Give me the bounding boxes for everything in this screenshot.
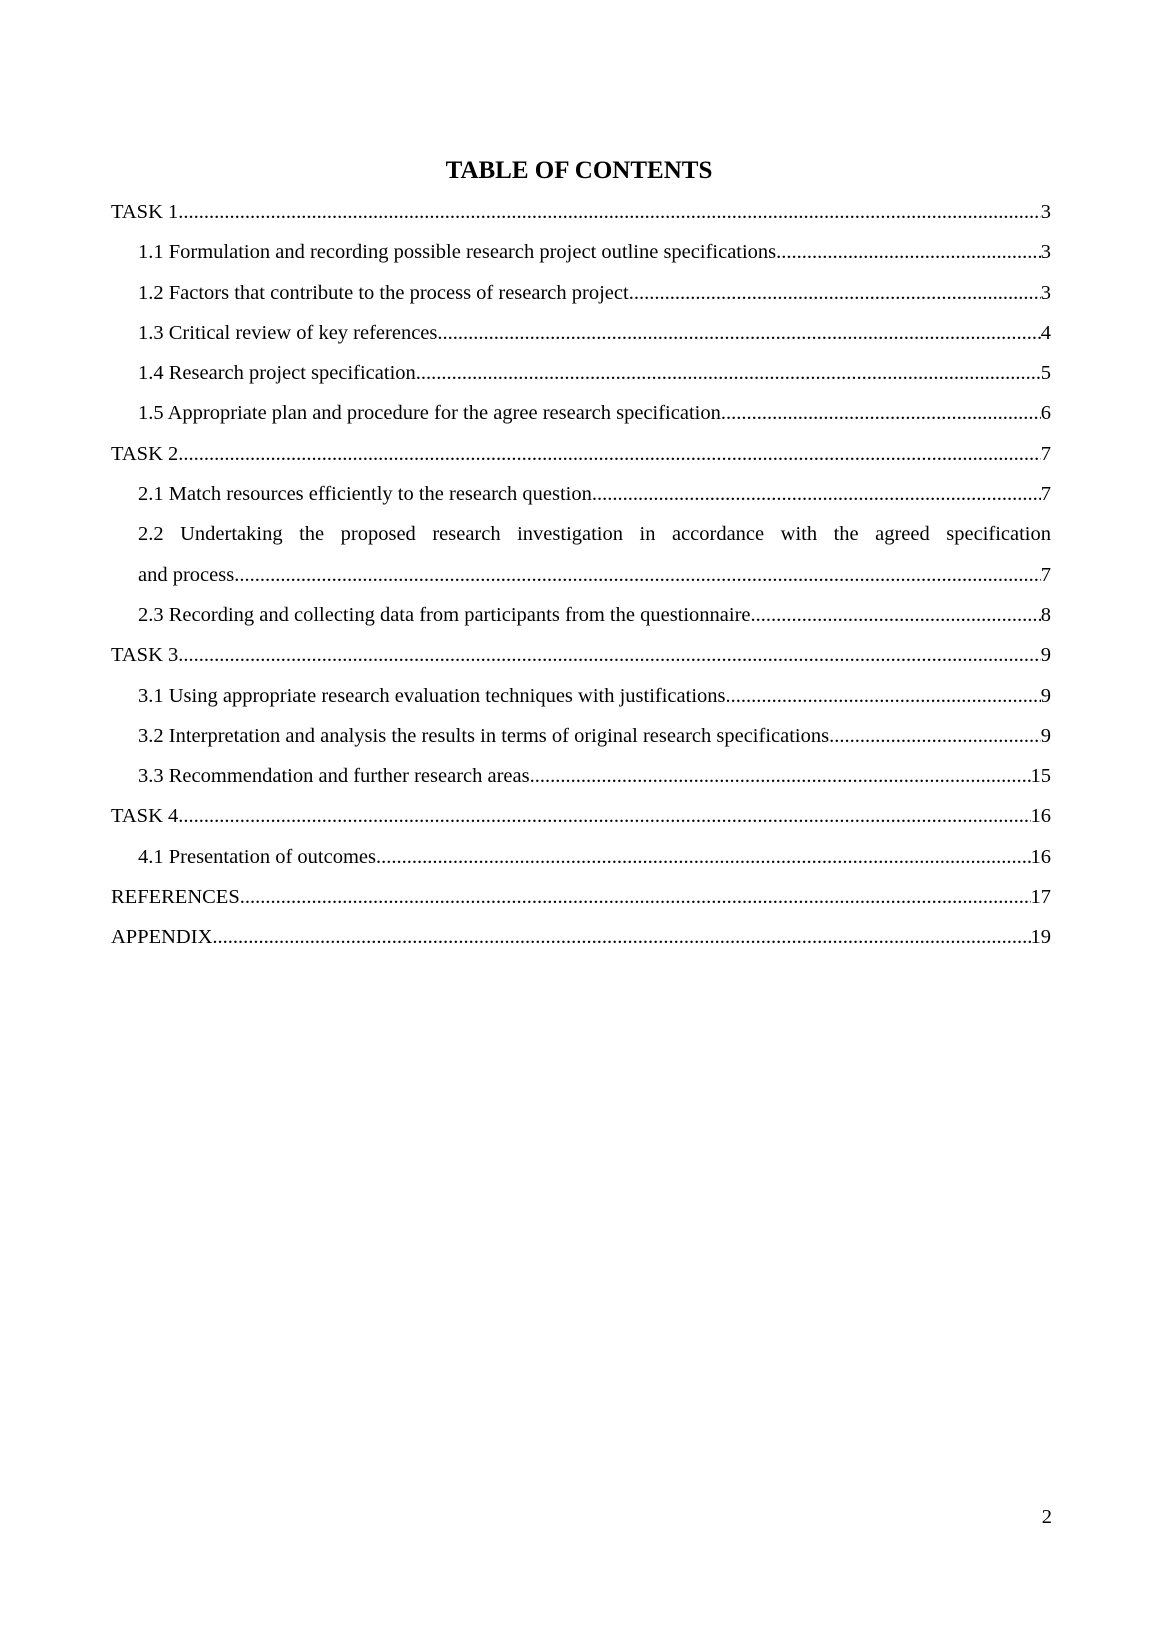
toc-entry-label: 1.4 Research project specification: [138, 362, 416, 385]
toc-entry-page: 9: [1040, 684, 1051, 707]
dot-leader: [829, 716, 1041, 756]
toc-entry-task-4[interactable]: [111, 796, 1051, 836]
dot-leader: [592, 474, 1041, 514]
toc-entry-label: TASK 3: [111, 644, 179, 667]
toc-entry-page: 7: [1040, 483, 1051, 506]
toc-entry-page: 3: [1040, 281, 1051, 304]
toc-entry-references[interactable]: [111, 877, 1051, 917]
dot-leader: [178, 796, 1030, 836]
toc-entry-appendix[interactable]: [111, 917, 1051, 957]
dot-leader: [178, 434, 1040, 474]
dot-leader: [726, 676, 1041, 716]
toc-entry-page: 4: [1040, 321, 1051, 344]
toc-entry-label: APPENDIX: [111, 926, 213, 949]
toc-entry-1-3[interactable]: [111, 313, 1051, 353]
toc-entry-page: 9: [1040, 724, 1051, 747]
dot-leader: [437, 313, 1040, 353]
toc-entry-label: 1.2 Factors that contribute to the process of research project: [138, 281, 629, 304]
toc-entry-2-3[interactable]: [111, 595, 1051, 635]
toc-entry-label: 3.3 Recommendation and further research areas: [138, 765, 530, 788]
toc-entry-label: 4.1 Presentation of outcomes: [138, 845, 376, 868]
dot-leader: [721, 393, 1041, 433]
toc-entry-label: 3.2 Interpretation and analysis the results in terms of original research specifications: [138, 724, 830, 747]
toc-entry-page: 16: [1030, 805, 1051, 828]
toc-entry-task-3[interactable]: [111, 635, 1051, 675]
toc-entry-page: 17: [1030, 886, 1051, 909]
toc-title: TABLE OF CONTENTS: [445, 157, 713, 184]
toc-entry-4-1[interactable]: [111, 837, 1051, 877]
toc-entry-1-5[interactable]: [111, 393, 1051, 433]
toc-entry-2-2[interactable]: [111, 514, 1051, 595]
toc-entry-page: 7: [1040, 563, 1051, 586]
toc-entry-page: 19: [1030, 926, 1051, 949]
toc-entry-label: 2.1 Match resources efficiently to the research question: [138, 483, 592, 506]
toc-entry-1-1[interactable]: [111, 232, 1051, 272]
dot-leader: [776, 232, 1041, 272]
dot-leader: [212, 917, 1030, 957]
dot-leader: [178, 635, 1040, 675]
toc-entry-1-4[interactable]: [111, 353, 1051, 393]
toc-entry-task-1[interactable]: [111, 192, 1051, 232]
toc-entry-label: 1.5 Appropriate plan and procedure for the agree research specification: [138, 402, 721, 425]
toc-entry-label-line2: and process: [138, 563, 235, 586]
toc-entry-page: 7: [1040, 442, 1051, 465]
dot-leader: [376, 837, 1031, 877]
toc-entry-2-1[interactable]: [111, 474, 1051, 514]
toc-entry-label-line1: 2.2 Undertaking the proposed research investigation in accordance with the agreed specification: [138, 523, 1051, 546]
toc-entry-page: 9: [1040, 644, 1051, 667]
dot-leader: [178, 192, 1040, 232]
toc-entry-page: 5: [1040, 362, 1051, 385]
toc-entry-3-2[interactable]: [111, 716, 1051, 756]
toc-entry-page: 15: [1030, 765, 1051, 788]
toc-entry-label: TASK 4: [111, 805, 179, 828]
toc-entry-label: REFERENCES: [111, 886, 240, 909]
toc-entry-line2: [138, 555, 1051, 595]
dot-leader: [530, 756, 1031, 796]
page-number: 2: [1041, 1506, 1052, 1528]
dot-leader: [751, 595, 1041, 635]
dot-leader: [416, 353, 1041, 393]
table-of-contents: [111, 192, 1051, 958]
toc-entry-page: 3: [1040, 201, 1051, 223]
toc-entry-label: 2.3 Recording and collecting data from participants from the questionnaire: [138, 603, 751, 626]
dot-leader: [629, 273, 1041, 313]
toc-entry-page: 8: [1040, 603, 1051, 626]
toc-entry-1-2[interactable]: [111, 273, 1051, 313]
dot-leader: [234, 555, 1041, 595]
toc-entry-3-3[interactable]: [111, 756, 1051, 796]
toc-entry-label: 1.1 Formulation and recording possible research project outline specifications: [138, 241, 777, 264]
toc-entry-page: 3: [1040, 241, 1051, 264]
toc-entry-label: 1.3 Critical review of key references: [138, 321, 438, 344]
toc-entry-label: TASK 1: [111, 201, 179, 223]
toc-entry-page: 16: [1030, 845, 1051, 868]
dot-leader: [240, 877, 1031, 917]
toc-entry-page: 6: [1040, 402, 1051, 425]
toc-entry-3-1[interactable]: [111, 676, 1051, 716]
toc-entry-label: 3.1 Using appropriate research evaluation techniques with justifications: [138, 684, 726, 707]
toc-entry-label: TASK 2: [111, 442, 179, 465]
toc-entry-task-2[interactable]: [111, 434, 1051, 474]
